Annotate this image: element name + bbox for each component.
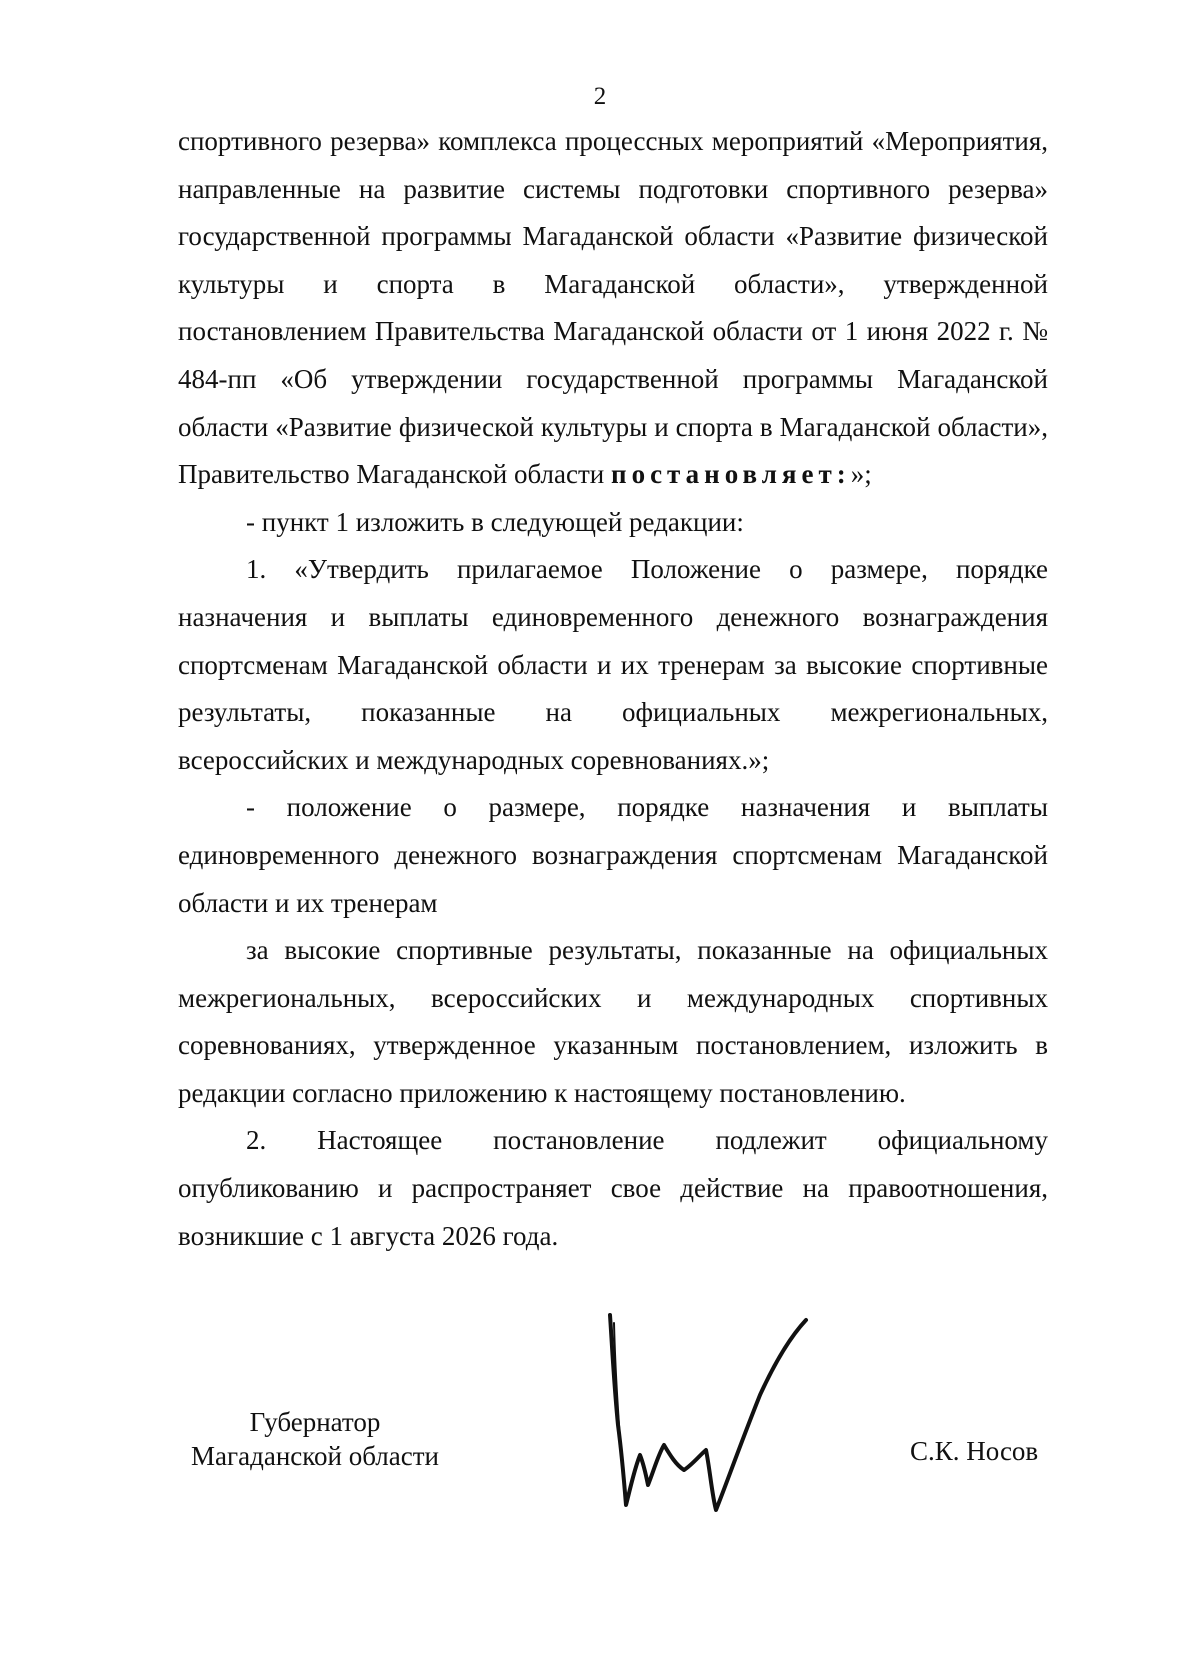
paragraph-point-2: 2. Настоящее постановление подлежит официальному опубликованию и распространяет свое действие на правоотношения, возникшие с 1 августа 2026 года.	[178, 1125, 1048, 1251]
paragraph-point-1: 1. «Утвердить прилагаемое Положение о размере, порядке назначения и выплаты единовременного денежного вознаграждения спортсменам Магаданской области и их тренерам за высокие спортивные результаты, показанные на официальных межрегиональных, всероссийских и международных соревнованиях.»;	[178, 554, 1048, 775]
paragraph-tail: »;	[850, 459, 872, 490]
signatory-title-line-1: Губернатор	[249, 1407, 381, 1437]
page-number: 2	[593, 83, 607, 110]
paragraph-clause-intro: - пункт 1 изложить в следующей редакции:	[246, 506, 744, 537]
signatory-title	[180, 1405, 450, 1473]
paragraph-preamble-continuation	[178, 118, 1048, 499]
signatory-name: С.К. Носов	[910, 1436, 1039, 1466]
handwritten-signature	[600, 1305, 830, 1525]
paragraph-regulation-continuation: за высокие спортивные результаты, показанные на официальных межрегиональных, всероссийских и международных спортивных соревнованиях, утвержденное указанным постановлением, изложить в редакции согласно приложению к настоящему постановлению.	[178, 935, 1048, 1108]
document-body	[178, 118, 1048, 1260]
resolves-keyword: постановляет:	[611, 459, 851, 490]
signatory-title-line-2: Магаданской области	[191, 1441, 439, 1471]
paragraph-regulation-title: - положение о размере, порядке назначения и выплаты единовременного денежного вознаграждения спортсменам Магаданской области и их тренерам	[178, 792, 1048, 918]
paragraph-text: спортивного резерва» комплекса процессных мероприятий «Мероприятия, направленные на развитие системы подготовки спортивного резерва» государственной программы Магаданской области «Развитие физической культуры и спорта в Магаданской области», утвержденной постановлением Правительства Магаданской области от 1 июня 2022 г. № 484-пп «Об утверждении государственной программы Магаданской области «Развитие физической культуры и спорта в Магаданской области», Правительство Магаданской области	[178, 126, 1048, 490]
